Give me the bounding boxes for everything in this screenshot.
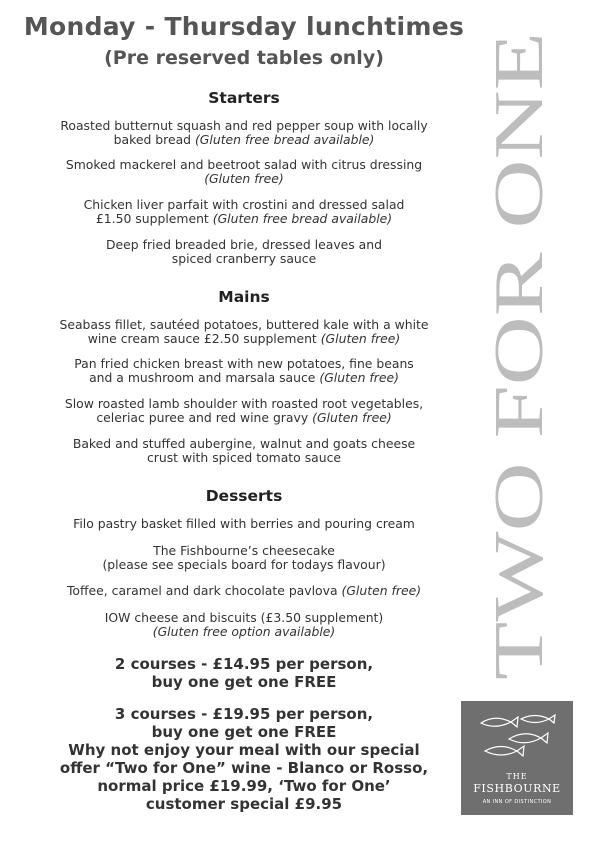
item-line	[0, 371, 488, 385]
logo-name: FISHBOURNE	[473, 782, 561, 795]
item-line: Smoked mackerel and beetroot salad with citrus dressing	[65, 157, 423, 172]
logo-tagline: AN INN OF DISTINCTION	[482, 799, 552, 805]
page-title: Monday - Thursday lunchtimes	[23, 12, 465, 41]
item-line: Slow roasted lamb shoulder with roasted root vegetables,	[64, 396, 424, 411]
offer-line: customer special £9.95	[145, 795, 343, 813]
offer-line: Why not enjoy your meal with our special	[68, 741, 420, 759]
dietary-note: (Gluten free)	[312, 410, 392, 425]
offer-line: offer “Two for One” wine - Blanco or Rosso,	[59, 759, 429, 777]
fish-icon	[461, 701, 573, 771]
item-line: Deep fried breaded brie, dressed leaves and	[106, 237, 382, 252]
item-line: Baked and stuffed aubergine, walnut and goats cheese	[72, 436, 416, 451]
item-text: celeriac puree and red wine gravy	[96, 410, 313, 425]
two-for-one-text: TWO FOR ONE	[481, 205, 558, 680]
price-line: 2 courses - £14.95 per person,	[114, 655, 374, 673]
main-item	[0, 318, 488, 346]
three-course-price	[0, 705, 488, 813]
fishbourne-logo	[461, 701, 573, 815]
item-line	[0, 411, 488, 425]
dessert-item	[0, 584, 488, 598]
offer-line: normal price £19.99, ‘Two for One’	[97, 777, 391, 795]
item-line: Filo pastry basket filled with berries and pouring cream	[73, 516, 415, 531]
item-line: Pan fried chicken breast with new potatoes, fine beans	[74, 356, 414, 371]
dietary-note: (Gluten free bread available)	[194, 132, 375, 147]
dietary-note: (Gluten free bread available)	[212, 211, 393, 226]
dietary-note: (Gluten free)	[204, 171, 284, 186]
starter-item	[0, 158, 488, 186]
item-line: Chicken liver parfait with crostini and dressed salad	[83, 197, 405, 212]
item-line: (please see specials board for todays flavour)	[102, 557, 386, 572]
item-line: crust with spiced tomato sauce	[146, 450, 342, 465]
item-line: IOW cheese and biscuits (£3.50 supplement)	[104, 610, 384, 625]
page-subtitle: (Pre reserved tables only)	[104, 47, 384, 69]
dessert-item	[0, 544, 488, 572]
item-line: spiced cranberry sauce	[171, 251, 317, 266]
item-text: and a mushroom and marsala sauce	[89, 370, 320, 385]
item-text: baked bread	[113, 132, 195, 147]
dietary-note: (Gluten free)	[320, 331, 401, 346]
main-item	[0, 437, 488, 465]
item-line	[0, 212, 488, 226]
item-line: Roasted butternut squash and red pepper soup with locally	[60, 118, 428, 133]
two-course-price	[0, 655, 488, 691]
dietary-note: (Gluten free option available)	[152, 624, 336, 639]
two-for-one-banner	[470, 25, 575, 685]
item-line	[0, 584, 488, 598]
item-text: wine cream sauce £2.50 supplement	[87, 331, 321, 346]
logo-the: THE	[506, 772, 528, 781]
dietary-note: (Gluten free)	[341, 583, 422, 598]
starter-item	[0, 198, 488, 226]
mains-heading: Mains	[218, 288, 270, 306]
main-item	[0, 397, 488, 425]
price-line: buy one get one FREE	[151, 673, 337, 691]
item-text: £1.50 supplement	[95, 211, 213, 226]
item-line: The Fishbourne’s cheesecake	[153, 543, 335, 558]
item-text: Toffee, caramel and dark chocolate pavlova	[66, 583, 342, 598]
desserts-heading: Desserts	[205, 487, 283, 505]
price-line: 3 courses - £19.95 per person,	[114, 705, 374, 723]
starter-item	[0, 238, 488, 266]
item-line	[0, 133, 488, 147]
item-line: Seabass fillet, sautéed potatoes, buttered kale with a white	[59, 317, 429, 332]
dessert-item	[0, 517, 488, 531]
price-line: buy one get one FREE	[151, 723, 337, 741]
main-item	[0, 357, 488, 385]
dietary-note: (Gluten free)	[319, 370, 399, 385]
starter-item	[0, 119, 488, 147]
dessert-item	[0, 611, 488, 639]
starters-heading: Starters	[208, 89, 280, 107]
item-line	[0, 332, 488, 346]
